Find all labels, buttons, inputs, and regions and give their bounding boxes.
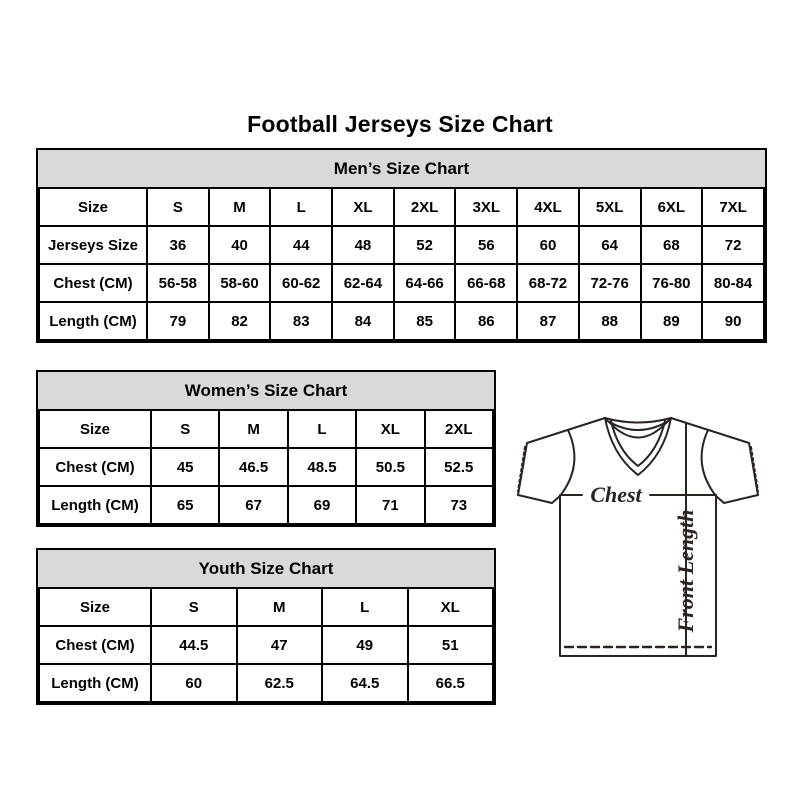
value-cell: 49 [322,626,408,664]
value-cell: 48.5 [288,448,356,486]
value-cell: 56 [455,226,517,264]
table-row [39,448,493,486]
row-label-cell: Chest (CM) [39,264,147,302]
value-cell: M [219,410,287,448]
value-cell: 71 [356,486,424,524]
value-cell: 44.5 [151,626,237,664]
row-label-cell: Jerseys Size [39,226,147,264]
value-cell: 62.5 [237,664,323,702]
row-label-cell: Size [39,410,151,448]
value-cell: 72 [702,226,764,264]
value-cell: 64-66 [394,264,456,302]
value-cell: 36 [147,226,209,264]
value-cell: 66-68 [455,264,517,302]
value-cell: 56-58 [147,264,209,302]
value-cell: 6XL [641,188,703,226]
value-cell: 64 [579,226,641,264]
value-cell: 44 [270,226,332,264]
table-row [39,302,764,340]
value-cell: 40 [209,226,271,264]
table-row [39,626,493,664]
value-cell: 84 [332,302,394,340]
table-row [39,664,493,702]
value-cell: XL [332,188,394,226]
youth-table [38,587,494,703]
value-cell: 80-84 [702,264,764,302]
value-cell: 69 [288,486,356,524]
mens-size-table [36,148,767,343]
womens-size-table [36,370,496,527]
table-row [39,588,493,626]
row-label-cell: Size [39,588,151,626]
value-cell: 60 [151,664,237,702]
value-cell: 52.5 [425,448,493,486]
table-row [39,188,764,226]
value-cell: 5XL [579,188,641,226]
value-cell: 66.5 [408,664,494,702]
page-title: Football Jerseys Size Chart [247,111,553,138]
row-label-cell: Length (CM) [39,302,147,340]
chest-label: Chest [590,482,642,507]
mens-table-title: Men’s Size Chart [38,150,765,187]
value-cell: 60-62 [270,264,332,302]
value-cell: 52 [394,226,456,264]
table-row [39,226,764,264]
value-cell: 73 [425,486,493,524]
value-cell: 68 [641,226,703,264]
value-cell: L [288,410,356,448]
value-cell: 2XL [425,410,493,448]
value-cell: 90 [702,302,764,340]
value-cell: 85 [394,302,456,340]
value-cell: 89 [641,302,703,340]
value-cell: L [270,188,332,226]
table-row [39,486,493,524]
value-cell: 60 [517,226,579,264]
value-cell: S [151,410,219,448]
youth-table-title: Youth Size Chart [38,550,494,587]
youth-size-table [36,548,496,705]
value-cell: S [151,588,237,626]
value-cell: 62-64 [332,264,394,302]
value-cell: S [147,188,209,226]
front-length-label: Front Length [673,509,698,633]
row-label-cell: Size [39,188,147,226]
value-cell: M [209,188,271,226]
womens-table-title: Women’s Size Chart [38,372,494,409]
table-row [39,410,493,448]
value-cell: 68-72 [517,264,579,302]
value-cell: 83 [270,302,332,340]
value-cell: 45 [151,448,219,486]
value-cell: 48 [332,226,394,264]
value-cell: 79 [147,302,209,340]
table-row [39,264,764,302]
value-cell: 72-76 [579,264,641,302]
value-cell: 4XL [517,188,579,226]
value-cell: 67 [219,486,287,524]
row-label-cell: Chest (CM) [39,448,151,486]
womens-table [38,409,494,525]
value-cell: 46.5 [219,448,287,486]
value-cell: M [237,588,323,626]
value-cell: 86 [455,302,517,340]
value-cell: 2XL [394,188,456,226]
value-cell: XL [408,588,494,626]
value-cell: 58-60 [209,264,271,302]
value-cell: 47 [237,626,323,664]
value-cell: 50.5 [356,448,424,486]
jersey-measurement-diagram [508,413,768,663]
value-cell: 76-80 [641,264,703,302]
value-cell: 65 [151,486,219,524]
value-cell: XL [356,410,424,448]
mens-table [38,187,765,341]
jersey-outline [518,418,758,656]
value-cell: 51 [408,626,494,664]
value-cell: 7XL [702,188,764,226]
value-cell: 3XL [455,188,517,226]
value-cell: 88 [579,302,641,340]
value-cell: 87 [517,302,579,340]
value-cell: L [322,588,408,626]
row-label-cell: Length (CM) [39,486,151,524]
value-cell: 64.5 [322,664,408,702]
row-label-cell: Length (CM) [39,664,151,702]
value-cell: 82 [209,302,271,340]
row-label-cell: Chest (CM) [39,626,151,664]
